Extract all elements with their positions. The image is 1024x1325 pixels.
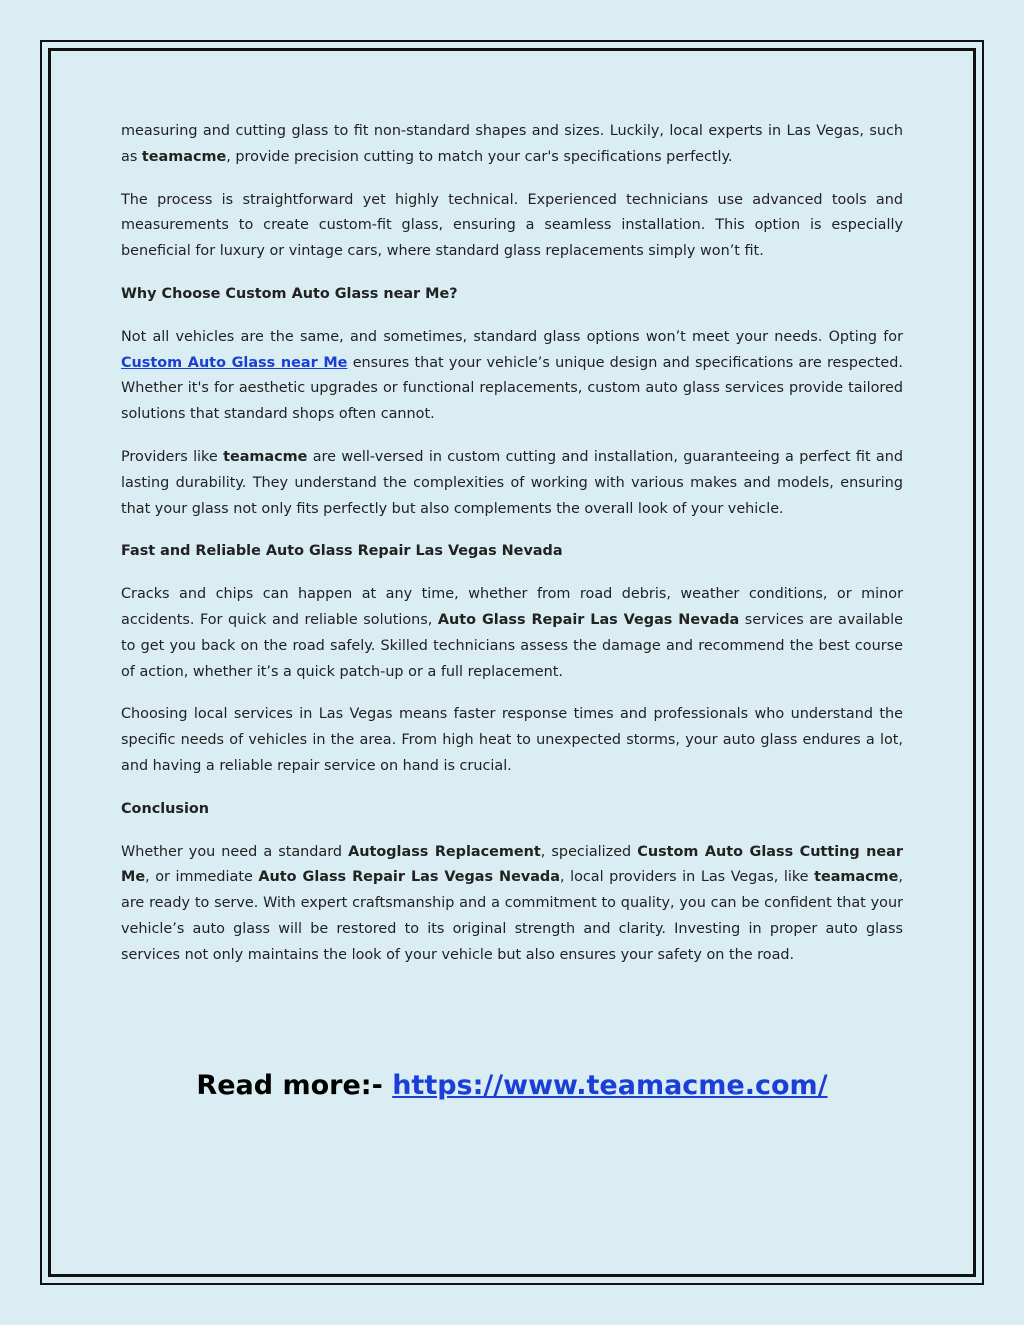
paragraph-local-services: Choosing local services in Las Vegas means faster response times and professionals who understand the specific needs of vehicles in the area. From high heat to unexpected storms, your auto glass endures a lot, and having a reliable repair service on hand is crucial. — [121, 706, 903, 774]
paragraph-precision-cutting: measuring and cutting glass to fit non-standard shapes and sizes. Luckily, local experts in Las Vegas, such as teamacme, provide precision cutting to match your car's specifications perfectly. — [121, 123, 903, 165]
read-more-line — [0, 1070, 1024, 1101]
service-name: Auto Glass Repair Las Vegas Nevada — [437, 611, 740, 628]
heading-why-choose: Why Choose Custom Auto Glass near Me? — [121, 285, 458, 302]
paragraph-providers: Providers like teamacme are well-versed in custom cutting and installation, guaranteeing a perfect fit and lasting durability. They understand the complexities of working with various makes and models, ensuring that your glass not only fits perfectly but also complements the overall look of your vehicle. — [121, 448, 903, 517]
document-body — [121, 119, 903, 986]
company-name: teamacme — [814, 869, 899, 886]
website-link[interactable]: https://www.teamacme.com/ — [392, 1070, 828, 1101]
paragraph-process: The process is straightforward yet highly technical. Experienced technicians use advanced tools and measurements to create custom-fit glass, ensuring a seamless installation. This option is especially beneficial for luxury or vintage cars, where standard glass replacements simply won’t fit. — [121, 191, 903, 260]
heading-fast-reliable: Fast and Reliable Auto Glass Repair Las Vegas Nevada — [121, 543, 563, 560]
service-name: Autoglass Replacement — [348, 843, 541, 860]
paragraph-not-all-vehicles: Not all vehicles are the same, and sometimes, standard glass options won’t meet your needs. Opting for Custom Auto Glass near Me ensures that your vehicle’s unique design and specifications are respected. Whether it's for aesthetic upgrades or functional replacements, custom auto glass services provide tailored solutions that standard shops often cannot. — [121, 328, 903, 423]
paragraph-conclusion: Whether you need a standard Autoglass Replacement, specialized Custom Auto Glass Cutting near Me, or immediate Auto Glass Repair Las Vegas Nevada, local providers in Las Vegas, like teamacme, are ready to serve. With expert craftsmanship and a commitment to quality, you can be confident that your vehicle’s auto glass will be restored to its original strength and clarity. Investing in proper auto glass services not only maintains the look of your vehicle but also ensures your safety on the road. — [121, 843, 903, 963]
read-more-label: Read more:- — [196, 1070, 393, 1101]
service-name: Auto Glass Repair Las Vegas Nevada — [258, 869, 560, 886]
company-name: teamacme — [223, 448, 308, 465]
service-name: Custom Auto Glass Cutting near Me — [121, 843, 903, 886]
custom-auto-glass-link[interactable]: Custom Auto Glass near Me — [121, 354, 348, 371]
paragraph-cracks-chips: Cracks and chips can happen at any time, whether from road debris, weather conditions, or minor accidents. For quick and reliable solutions, Auto Glass Repair Las Vegas Nevada services are available to get you back on the road safely. Skilled technicians assess the damage and recommend the best course of action, whether it’s a quick patch-up or a full replacement. — [121, 586, 903, 680]
heading-conclusion: Conclusion — [121, 800, 210, 817]
company-name: teamacme — [141, 148, 227, 165]
